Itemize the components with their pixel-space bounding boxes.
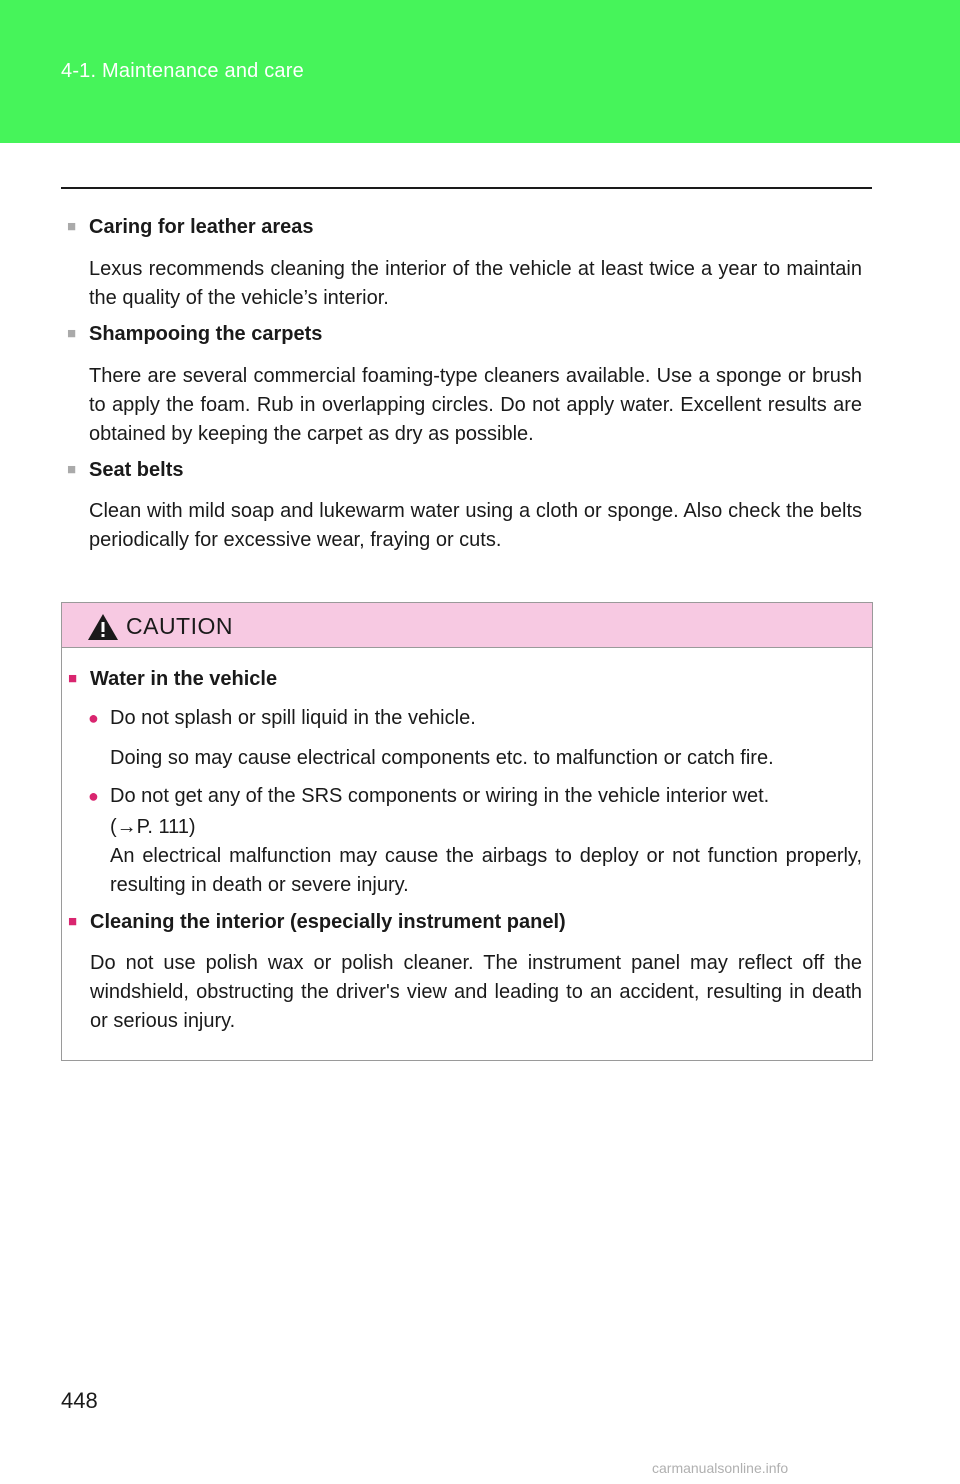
caution-ref-srs: (→P. 111) <box>110 816 196 838</box>
section-title: 4-1. Maintenance and care <box>61 60 304 82</box>
square-bullet-icon: ■ <box>67 461 77 478</box>
caution-heading-water <box>68 668 277 691</box>
heading-text: Cleaning the interior (especially instrument panel) <box>90 911 566 933</box>
heading-carpets <box>67 323 322 346</box>
heading-seat-belts <box>67 459 183 482</box>
heading-text: Water in the vehicle <box>90 668 278 690</box>
heading-leather <box>67 216 314 239</box>
dot-bullet-icon: ● <box>88 786 99 806</box>
caution-heading-interior <box>68 911 566 934</box>
paragraph-seat-belts: Clean with mild soap and lukewarm water using a cloth or sponge. Also check the belts periodically for excessive wear, fraying or cuts. <box>89 500 862 551</box>
heading-text: Caring for leather areas <box>89 216 314 238</box>
paragraph-leather: Lexus recommends cleaning the interior of the vehicle at least twice a year to maintain the quality of the vehicle’s interior. <box>89 258 862 309</box>
page-number: 448 <box>61 1388 98 1413</box>
caution-item-splash <box>88 707 476 730</box>
square-bullet-icon: ■ <box>67 218 77 235</box>
caution-detail-srs: An electrical malfunction may cause the airbags to deploy or not function properly, resulting in death or severe injury. <box>110 845 862 896</box>
caution-box <box>61 602 873 1061</box>
caution-title: CAUTION <box>126 613 233 639</box>
square-bullet-icon: ■ <box>68 670 78 687</box>
heading-text: Seat belts <box>89 459 184 481</box>
header-rule <box>61 187 872 189</box>
dot-bullet-icon: ● <box>88 708 99 728</box>
page-header <box>0 0 960 143</box>
paragraph-carpets: There are several commercial foaming-type cleaners available. Use a sponge or brush to apply the foam. Rub in overlapping circles. Do not apply water. Excellent results are obtained by keeping the carpet as dry as possible. <box>89 365 862 445</box>
square-bullet-icon: ■ <box>67 325 77 342</box>
caution-detail-splash: Doing so may cause electrical components etc. to malfunction or catch fire. <box>110 747 774 769</box>
item-text: Do not splash or spill liquid in the vehicle. <box>110 707 476 729</box>
warning-triangle-icon <box>86 612 120 642</box>
item-text: Do not get any of the SRS components or wiring in the vehicle interior wet. <box>110 785 770 807</box>
square-bullet-icon: ■ <box>68 913 78 930</box>
watermark: carmanualsonline.info <box>652 1460 789 1476</box>
caution-detail-interior: Do not use polish wax or polish cleaner. The instrument panel may reflect off the windshield, obstructing the driver's view and leading to an accident, resulting in death or serious injury. <box>90 952 862 1032</box>
heading-text: Shampooing the carpets <box>89 323 323 345</box>
caution-item-srs <box>88 785 769 808</box>
caution-header <box>62 603 872 648</box>
